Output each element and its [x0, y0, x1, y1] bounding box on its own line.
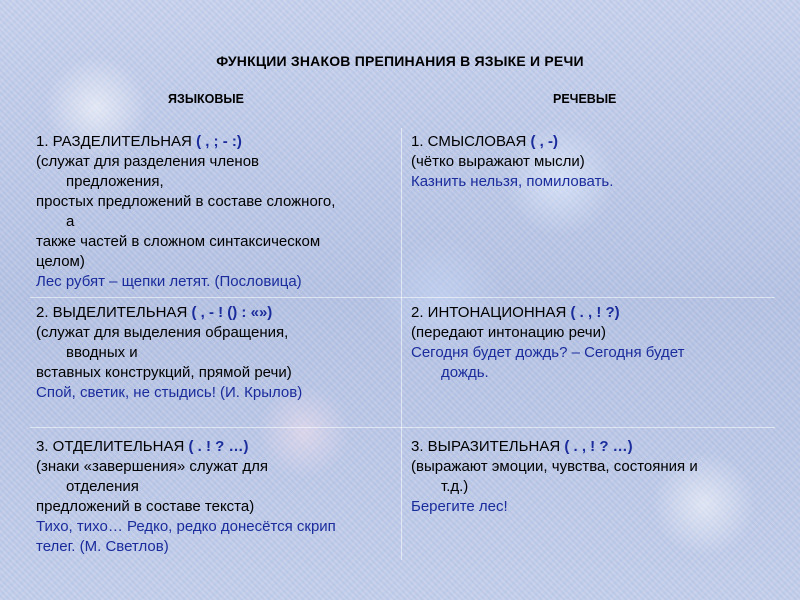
example-line: Сегодня будет дождь? – Сегодня будет: [411, 344, 685, 361]
function-name: [411, 437, 698, 457]
function-cell-intonational: [411, 303, 685, 383]
function-title: 3. ВЫРАЗИТЕЛЬНАЯ: [411, 438, 565, 455]
punctuation-marks: ( . , ! ?): [570, 304, 620, 321]
function-title: 2. ВЫДЕЛИТЕЛЬНАЯ: [36, 304, 192, 321]
example-line: телег. (М. Светлов): [36, 538, 169, 555]
description-line: вставных конструкций, прямой речи): [36, 364, 292, 381]
description-line: предложений в составе текста): [36, 498, 255, 515]
function-cell-highlighting: [36, 303, 302, 403]
description-line: предложения,: [66, 173, 164, 190]
description-line: т.д.): [441, 478, 469, 495]
description-line: (служат для разделения членов: [36, 153, 260, 170]
function-title: 1. СМЫСЛОВАЯ: [411, 133, 531, 150]
function-cell-expressive: [411, 437, 698, 517]
description-line: целом): [36, 253, 85, 270]
punctuation-marks: ( , ; - :): [196, 133, 242, 150]
function-name: [36, 132, 335, 152]
page-title: ФУНКЦИИ ЗНАКОВ ПРЕПИНАНИЯ В ЯЗЫКЕ И РЕЧИ: [216, 53, 584, 69]
function-title: 3. ОТДЕЛИТЕЛЬНАЯ: [36, 438, 189, 455]
example-line: дождь.: [441, 364, 489, 381]
punctuation-marks: ( , - ! () : «»): [191, 304, 273, 321]
description-line: (выражают эмоции, чувства, состояния и: [411, 458, 698, 475]
example-line: Берегите лес!: [411, 498, 508, 515]
description-line: также частей в сложном синтаксическом: [36, 233, 321, 250]
description-line: (передают интонацию речи): [411, 324, 606, 341]
description-line: простых предложений в составе сложного,: [36, 193, 336, 210]
function-name: [411, 132, 613, 152]
function-cell-semantic: [411, 132, 613, 192]
example-line: Тихо, тихо… Редко, редко донесётся скрип: [36, 518, 336, 535]
column-header-speech: РЕЧЕВЫЕ: [553, 92, 617, 106]
description-line: вводных и: [66, 344, 138, 361]
function-name: [411, 303, 685, 323]
column-header-language: ЯЗЫКОВЫЕ: [168, 92, 245, 106]
punctuation-marks: ( . ! ? …): [188, 438, 249, 455]
example-line: Казнить нельзя, помиловать.: [411, 173, 614, 190]
example-line: Лес рубят – щепки летят. (Пословица): [36, 273, 302, 290]
description-line: (знаки «завершения» служат для: [36, 458, 268, 475]
column-divider: [401, 128, 402, 560]
description-line: отделения: [66, 478, 139, 495]
function-cell-dividing: [36, 437, 336, 557]
description-line: (чётко выражают мысли): [411, 153, 585, 170]
function-title: 2. ИНТОНАЦИОННАЯ: [411, 304, 571, 321]
description-line: (служат для выделения обращения,: [36, 324, 289, 341]
punctuation-marks: ( . , ! ? …): [564, 438, 633, 455]
function-cell-separating: [36, 132, 335, 292]
function-title: 1. РАЗДЕЛИТЕЛЬНАЯ: [36, 133, 197, 150]
example-line: Спой, светик, не стыдись! (И. Крылов): [36, 384, 303, 401]
punctuation-marks: ( , -): [530, 133, 558, 150]
function-name: [36, 303, 302, 323]
description-line: а: [66, 213, 75, 230]
row-divider: [30, 427, 775, 428]
row-divider: [30, 297, 775, 298]
function-name: [36, 437, 336, 457]
